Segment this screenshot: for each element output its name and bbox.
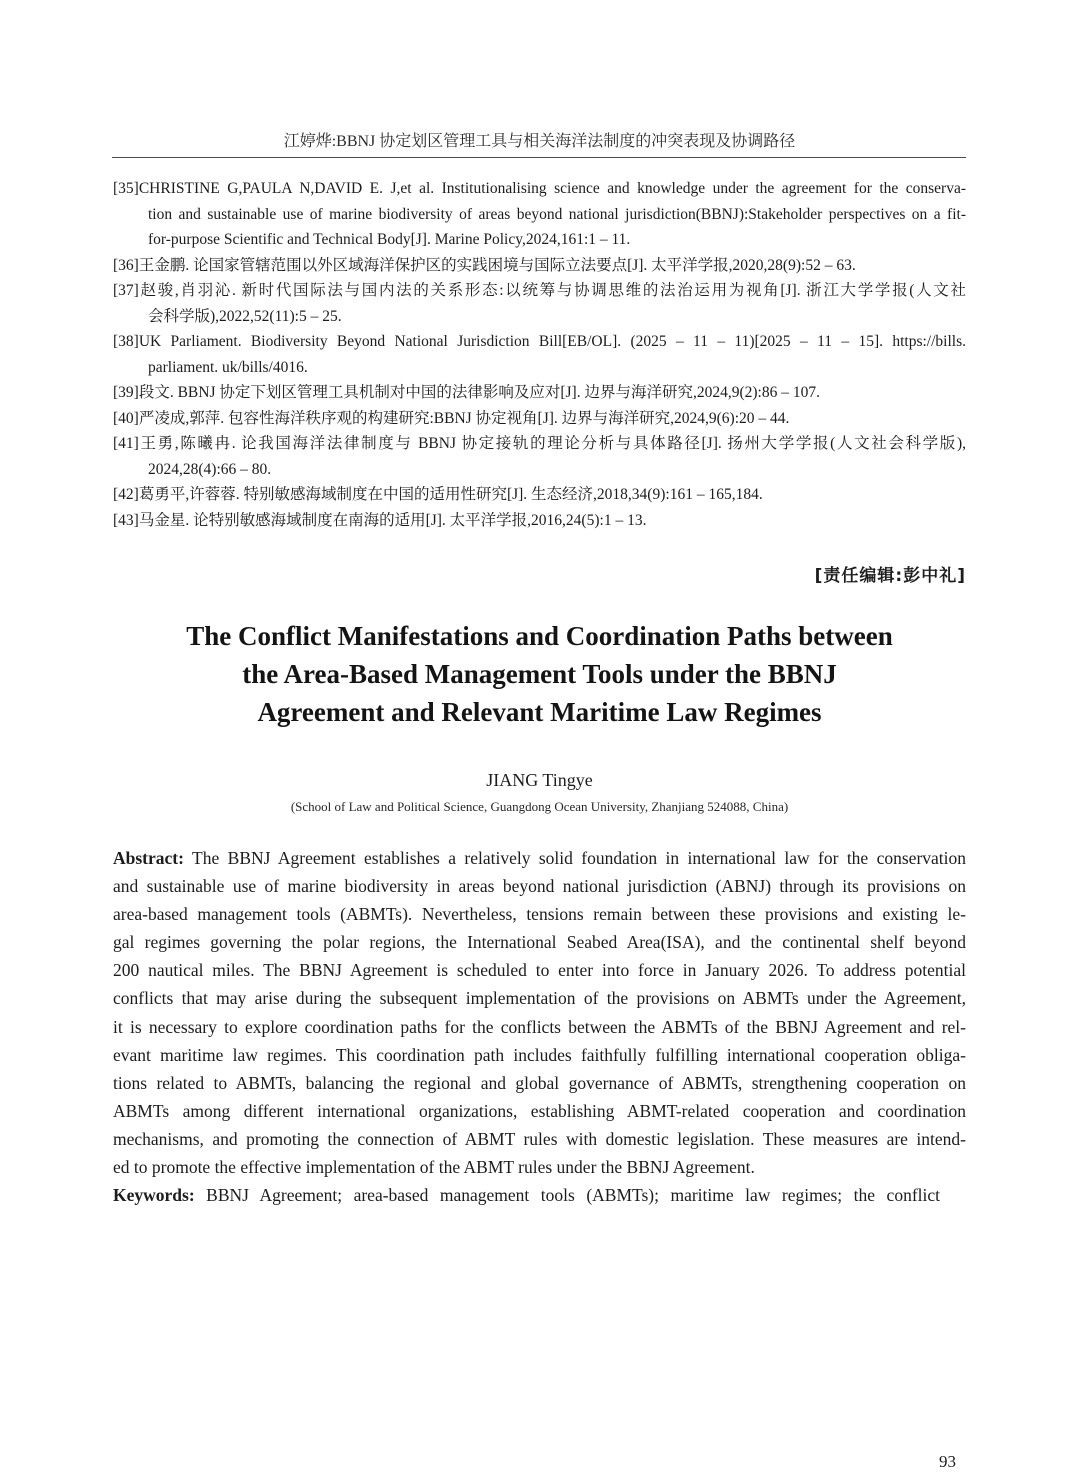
reference-label: [41]: [113, 435, 139, 452]
abstract-line: gal regimes governing the polar regions, the International Seabed Area(ISA), and the continental shelf beyond: [113, 932, 966, 953]
abstract-line: 200 nautical miles. The BBNJ Agreement is scheduled to enter into force in January 2026. To address potential: [113, 960, 966, 981]
reference-line: 会科学版),2022,52(11):5 – 25.: [148, 307, 342, 325]
reference-label: [42]: [113, 486, 139, 503]
author-name: JIANG Tingye: [486, 770, 593, 790]
reference-list: [113, 176, 966, 533]
abstract-line: it is necessary to explore coordination paths for the conflicts between the ABMTs of the BBNJ Agreement and rel-: [113, 1016, 966, 1037]
reference-text: 严凌成,郭萍. 包容性海洋秩序观的构建研究:BBNJ 协定视角[J]. 边界与海洋研究,2024,9(6):20 – 44.: [138, 409, 790, 427]
header-rule: [112, 157, 966, 158]
reference-line: [113, 508, 966, 534]
reference-label: [39]: [113, 384, 139, 401]
reference-text: CHRISTINE G,PAULA N,DAVID E. J,et al. Institutionalising science and knowledge under the agreement for the conserva-: [138, 180, 966, 197]
title-line: the Area-Based Management Tools under the BBNJ: [242, 659, 837, 689]
reference-line: tion and sustainable use of marine biodiversity of areas beyond national jurisdiction(BBNJ):Stakeholder perspectives on a fit-: [148, 205, 966, 223]
abstract-label: Abstract:: [113, 848, 184, 868]
reference-label: [35]: [113, 180, 139, 197]
reference-line: [113, 329, 966, 355]
reference-text: UK Parliament. Biodiversity Beyond National Jurisdiction Bill[EB/OL]. (2025 – 11 – 11)[2025 – 11 – 15]. https://bills.: [138, 333, 966, 350]
abstract-line: mechanisms, and promoting the connection of ABMT rules with domestic legislation. These measures are intend-: [113, 1128, 966, 1149]
reference-40: [113, 406, 966, 432]
reference-38: [113, 329, 966, 380]
abstract-line: [113, 844, 966, 872]
reference-line: [113, 431, 966, 457]
reference-line: [113, 482, 966, 508]
reference-36: [113, 253, 966, 279]
reference-35: [113, 176, 966, 253]
abstract-line: and sustainable use of marine biodiversity in areas beyond national jurisdiction (ABNJ) through its provisions on: [113, 876, 966, 897]
abstract-line: ed to promote the effective implementation of the ABMT rules under the BBNJ Agreement.: [113, 1157, 755, 1178]
reference-line: 2024,28(4):66 – 80.: [148, 460, 272, 478]
abstract-text: The BBNJ Agreement establishes a relatively solid foundation in international law for the conservation: [192, 848, 967, 868]
reference-41: [113, 431, 966, 482]
reference-text: 赵骏,肖羽沁. 新时代国际法与国内法的关系形态:以统筹与协调思维的法治运用为视角[J]. 浙江大学学报(人文社: [138, 282, 966, 299]
running-header: 江婷烨:BBNJ 协定划区管理工具与相关海洋法制度的冲突表现及协调路径: [283, 133, 796, 150]
abstract-line: evant maritime law regimes. This coordination path includes faithfully fulfilling international cooperation obliga-: [113, 1044, 966, 1065]
abstract-line: conflicts that may arise during the subsequent implementation of the provisions on ABMTs under the Agreement,: [113, 988, 966, 1009]
reference-label: [37]: [113, 282, 139, 299]
keywords-line: [113, 1181, 940, 1209]
reference-text: 王金鹏. 论国家管辖范围以外区域海洋保护区的实践困境与国际立法要点[J]. 太平洋学报,2020,28(9):52 – 63.: [138, 256, 856, 274]
responsible-editor-note: [责任编辑:彭中礼]: [814, 566, 966, 586]
reference-line: parliament. uk/bills/4016.: [148, 358, 308, 376]
reference-line: [113, 380, 966, 406]
reference-label: [36]: [113, 256, 139, 274]
reference-37: [113, 278, 966, 329]
keywords-text: BBNJ Agreement; area-based management tools (ABMTs); maritime law regimes; the conflict: [206, 1185, 940, 1206]
title-line: Agreement and Relevant Maritime Law Regimes: [257, 697, 822, 727]
abstract-section: [113, 844, 966, 1209]
reference-label: [38]: [113, 333, 139, 350]
reference-42: [113, 482, 966, 508]
reference-line: [113, 278, 966, 304]
reference-line: for-purpose Scientific and Technical Body[J]. Marine Policy,2024,161:1 – 11.: [148, 231, 631, 248]
author-affiliation: (School of Law and Political Science, Guangdong Ocean University, Zhanjiang 524088, China): [290, 799, 789, 814]
reference-text: 马金星. 论特别敏感海域制度在南海的适用[J]. 太平洋学报,2016,24(5):1 – 13.: [138, 511, 647, 529]
reference-label: [43]: [113, 511, 139, 529]
reference-43: [113, 508, 966, 534]
keywords-label: Keywords:: [113, 1185, 195, 1206]
page-number: 93: [939, 1452, 956, 1471]
abstract-line: ABMTs among different international organizations, establishing ABMT-related cooperation and coordination: [113, 1100, 966, 1121]
abstract-line: area-based management tools (ABMTs). Nevertheless, tensions remain between these provisions and existing le-: [113, 904, 966, 925]
reference-line: [113, 406, 966, 432]
english-title: [113, 617, 966, 731]
reference-text: 王勇,陈曦冉. 论我国海洋法律制度与 BBNJ 协定接轨的理论分析与具体路径[J]. 扬州大学学报(人文社会科学版),: [138, 435, 966, 452]
reference-text: 葛勇平,许蓉蓉. 特别敏感海域制度在中国的适用性研究[J]. 生态经济,2018,34(9):161 – 165,184.: [138, 486, 763, 503]
title-line: The Conflict Manifestations and Coordination Paths between: [186, 621, 893, 651]
reference-text: 段文. BBNJ 协定下划区管理工具机制对中国的法律影响及应对[J]. 边界与海洋研究,2024,9(2):86 – 107.: [138, 384, 820, 401]
reference-label: [40]: [113, 409, 139, 427]
reference-line: [113, 253, 966, 279]
reference-line: [113, 176, 966, 202]
abstract-line: tions related to ABMTs, balancing the regional and global governance of ABMTs, strengthening cooperation on: [113, 1072, 966, 1093]
reference-39: [113, 380, 966, 406]
